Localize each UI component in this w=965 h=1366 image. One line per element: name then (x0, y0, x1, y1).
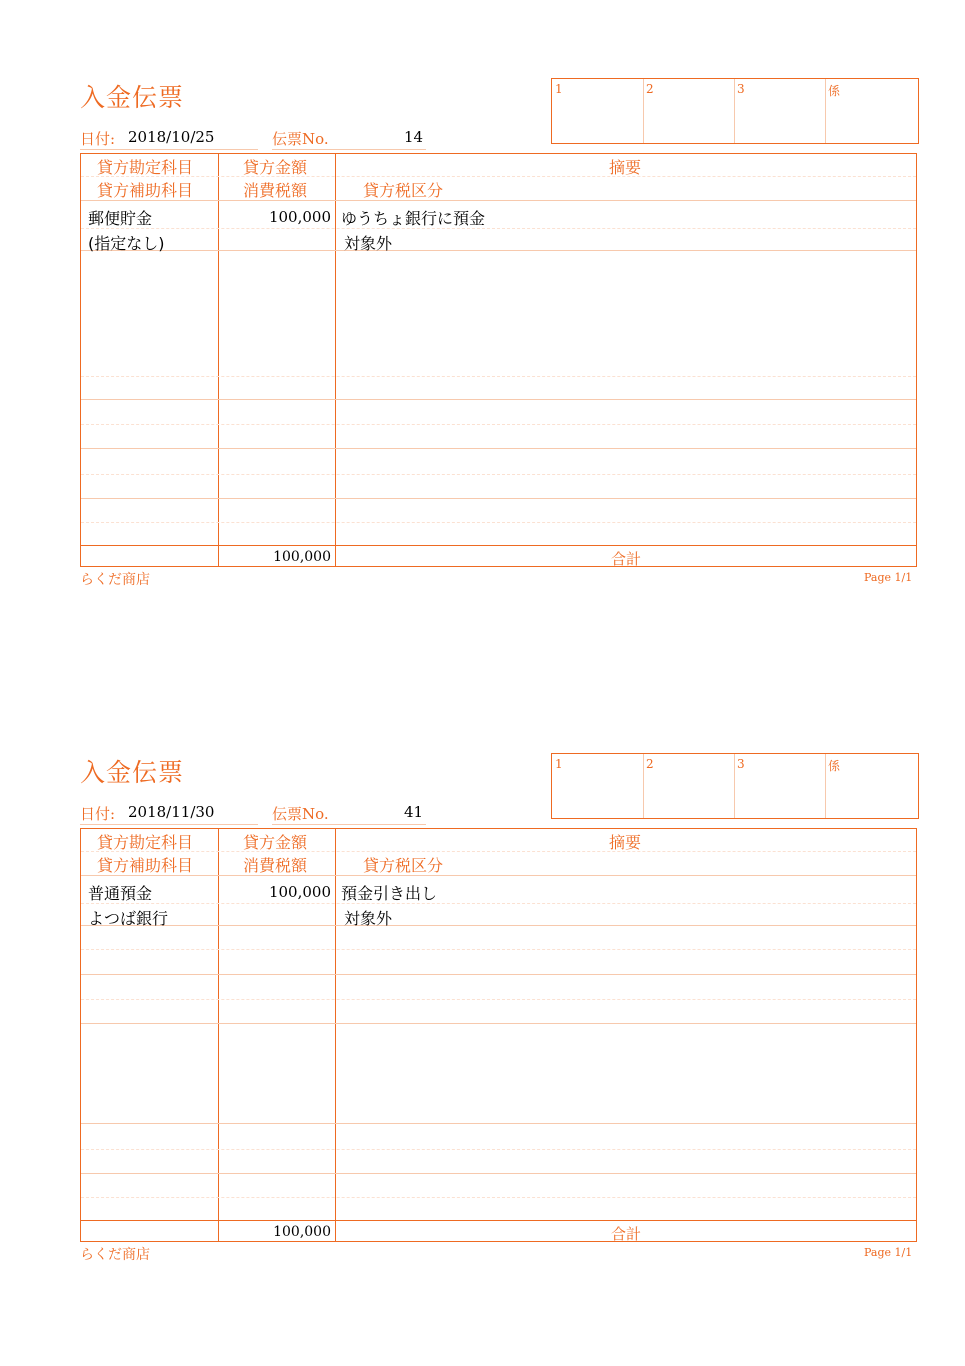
date-value: 2018/11/30 (128, 803, 215, 821)
header-tax: 消費税額 (243, 181, 308, 200)
stamp-cell-1 (552, 754, 644, 818)
header-memo: 摘要 (609, 833, 642, 852)
voucher-table (80, 153, 917, 567)
voucher-no-value: 14 (404, 128, 424, 146)
stamp-label: 1 (555, 82, 563, 96)
stamp-label: 係 (828, 84, 841, 98)
voucher-no-label: 伝票No. (272, 805, 329, 823)
header-tax-class: 貸方税区分 (363, 181, 444, 200)
stamp-cell-3 (734, 754, 826, 818)
header-memo: 摘要 (609, 158, 642, 177)
row-tax-class: 対象外 (344, 234, 393, 253)
company-name: らくだ商店 (80, 572, 150, 588)
date-underline (80, 149, 258, 150)
stamp-label: 係 (828, 759, 841, 773)
voucher-no-value: 41 (404, 803, 424, 821)
header-amount: 貸方金額 (243, 833, 308, 852)
row-sub-account: (指定なし) (88, 234, 165, 253)
voucher-no-underline (272, 149, 426, 150)
row-memo: ゆうちょ銀行に預金 (341, 209, 486, 228)
voucher-no-label: 伝票No. (272, 130, 329, 148)
page-number: Page 1/1 (864, 571, 913, 584)
voucher-table (80, 828, 917, 1242)
stamp-cell-1 (552, 79, 644, 143)
stamp-cell-2 (643, 754, 735, 818)
voucher-title: 入金伝票 (80, 83, 185, 112)
row-account: 普通預金 (88, 884, 153, 903)
stamp-cell-clerk (825, 79, 916, 143)
stamp-cell-2 (643, 79, 735, 143)
date-label: 日付: (80, 805, 116, 823)
header-amount: 貸方金額 (243, 158, 308, 177)
stamp-cell-clerk (825, 754, 916, 818)
total-amount: 100,000 (273, 1224, 331, 1240)
voucher-no-underline (272, 824, 426, 825)
header-tax: 消費税額 (243, 856, 308, 875)
stamp-label: 1 (555, 757, 563, 771)
voucher-2 (0, 675, 965, 1275)
page-number: Page 1/1 (864, 1246, 913, 1259)
total-label: 合計 (611, 1225, 642, 1243)
header-account: 貸方勘定科目 (97, 158, 194, 177)
approval-stamp-box (551, 753, 919, 819)
date-label: 日付: (80, 130, 116, 148)
stamp-label: 3 (737, 82, 745, 96)
row-tax-class: 対象外 (344, 909, 393, 928)
row-amount: 100,000 (268, 883, 331, 901)
company-name: らくだ商店 (80, 1247, 150, 1263)
date-value: 2018/10/25 (128, 128, 215, 146)
stamp-label: 3 (737, 757, 745, 771)
header-sub-account: 貸方補助科目 (97, 181, 194, 200)
voucher-title: 入金伝票 (80, 758, 185, 787)
total-label: 合計 (611, 550, 642, 568)
header-sub-account: 貸方補助科目 (97, 856, 194, 875)
row-amount: 100,000 (268, 208, 331, 226)
stamp-label: 2 (646, 82, 654, 96)
voucher-1 (0, 0, 965, 600)
row-memo: 預金引き出し (341, 884, 438, 903)
date-underline (80, 824, 258, 825)
row-account: 郵便貯金 (88, 209, 153, 228)
header-account: 貸方勘定科目 (97, 833, 194, 852)
total-amount: 100,000 (273, 549, 331, 565)
approval-stamp-box (551, 78, 919, 144)
stamp-label: 2 (646, 757, 654, 771)
stamp-cell-3 (734, 79, 826, 143)
header-tax-class: 貸方税区分 (363, 856, 444, 875)
row-sub-account: よつば銀行 (88, 909, 169, 928)
